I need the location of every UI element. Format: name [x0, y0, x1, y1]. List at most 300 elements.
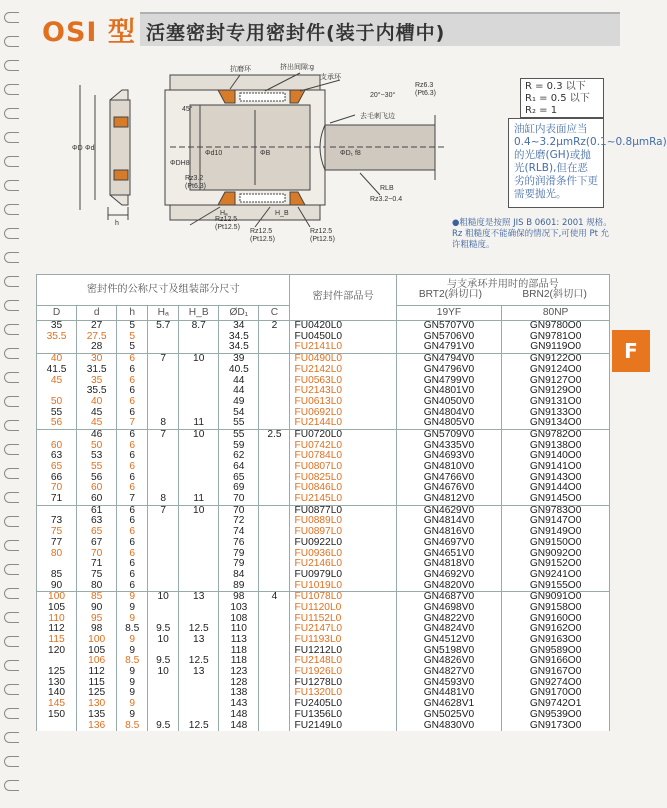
table-cell: 6 [117, 354, 148, 365]
table-cell: 28 [77, 342, 117, 353]
table-cell: 69 [219, 483, 259, 494]
table-row [37, 429, 610, 440]
binding-hole [4, 156, 19, 167]
table-cell: 31.5 [77, 365, 117, 376]
table-cell: 45 [77, 408, 117, 419]
table-cell [259, 581, 290, 592]
table-cell: 10 [148, 635, 179, 646]
table-cell: 34 [219, 321, 259, 332]
table-row [37, 538, 610, 549]
table-cell [148, 462, 179, 473]
table-cell [148, 386, 179, 397]
table-cell: 145 [37, 699, 77, 710]
table-cell: FU0450L0 [290, 332, 396, 343]
table-cell: 53 [77, 451, 117, 462]
table-cell [148, 473, 179, 484]
table-cell: 136 [77, 720, 117, 731]
table-cell: 7 [117, 418, 148, 429]
table-cell: 44 [219, 386, 259, 397]
table-cell: 72 [219, 516, 259, 527]
table-cell: 90 [37, 581, 77, 592]
table-cell: 7 [148, 505, 179, 516]
table-cell: GN9170O0 [502, 688, 610, 699]
table-cell: 66 [37, 473, 77, 484]
binding-hole [4, 132, 19, 143]
table-cell [259, 548, 290, 559]
binding-hole [4, 468, 19, 479]
table-cell: 6 [117, 538, 148, 549]
table-cell: GN9782O0 [502, 429, 610, 440]
table-cell: 39 [219, 354, 259, 365]
table-cell: FU1320L0 [290, 688, 396, 699]
table-cell: GN4796V0 [396, 365, 502, 376]
table-cell: GN4822V0 [396, 614, 502, 625]
binding-hole [4, 300, 19, 311]
table-cell: 6 [117, 375, 148, 386]
table-cell: FU2143L0 [290, 386, 396, 397]
table-cell: FU0490L0 [290, 354, 396, 365]
table-cell: 60 [77, 494, 117, 505]
table-cell [179, 538, 219, 549]
table-cell: 46 [77, 429, 117, 440]
table-cell: FU1019L0 [290, 581, 396, 592]
table-cell [259, 516, 290, 527]
table-cell: 2 [259, 321, 290, 332]
table-cell: 100 [37, 592, 77, 603]
table-cell: 50 [37, 397, 77, 408]
table-cell: 6 [117, 386, 148, 397]
table-cell: FU1926L0 [290, 667, 396, 678]
table-cell: FU2144L0 [290, 418, 396, 429]
label-pt1: (Pt6.3) [415, 90, 437, 97]
table-cell: GN9131O0 [502, 397, 610, 408]
binding-hole [4, 612, 19, 623]
table-row [37, 581, 610, 592]
table-cell: GN4697V0 [396, 538, 502, 549]
table-cell: 55 [219, 429, 259, 440]
table-cell: GN4693V0 [396, 451, 502, 462]
table-cell [179, 375, 219, 386]
table-cell [179, 365, 219, 376]
table-cell: 128 [219, 678, 259, 689]
table-cell: FU0979L0 [290, 570, 396, 581]
table-cell: 6 [117, 397, 148, 408]
table-cell: FU1120L0 [290, 603, 396, 614]
table-cell: 71 [37, 494, 77, 505]
table-cell [148, 559, 179, 570]
table-cell: 34.5 [219, 332, 259, 343]
table-cell: FU0897L0 [290, 527, 396, 538]
table-cell: 6 [117, 483, 148, 494]
table-cell: 6 [117, 516, 148, 527]
table-cell: 6 [117, 408, 148, 419]
label-rlb: RLB [380, 185, 394, 192]
table-cell [37, 342, 77, 353]
table-cell [179, 451, 219, 462]
table-cell [259, 699, 290, 710]
table-cell: 6 [117, 527, 148, 538]
table-cell: FU1278L0 [290, 678, 396, 689]
roughness-footnote: ●粗糙度是按照 JIS B 0601: 2001 规格。Rz 粗糙度不能确保的情况下,可使用 Pt 允许粗糙度。 [452, 218, 612, 250]
table-cell: 59 [219, 441, 259, 452]
table-cell [179, 473, 219, 484]
table-cell: GN4050V0 [396, 397, 502, 408]
binding-hole [4, 84, 19, 95]
table-cell: GN4799V0 [396, 375, 502, 386]
ring-header-text: 与支承环并用时的部品号 [446, 278, 559, 290]
table-cell: 115 [77, 678, 117, 689]
table-row [37, 321, 610, 332]
table-cell: GN4814V0 [396, 516, 502, 527]
table-cell [179, 342, 219, 353]
table-cell: GN9173O0 [502, 720, 610, 731]
table-cell: 143 [219, 699, 259, 710]
table-row [37, 720, 610, 731]
table-cell: 130 [37, 678, 77, 689]
table-cell: FU2149L0 [290, 720, 396, 731]
table-cell: GN9134O0 [502, 418, 610, 429]
table-cell: 5 [117, 321, 148, 332]
table-cell: FU0742L0 [290, 441, 396, 452]
table-cell: 13 [179, 592, 219, 603]
table-cell [179, 332, 219, 343]
binding-hole [4, 12, 19, 23]
table-cell: GN4801V0 [396, 386, 502, 397]
table-cell [179, 548, 219, 559]
label-support-ring: 支承环 [320, 74, 341, 81]
binding-hole [4, 396, 19, 407]
table-row [37, 365, 610, 376]
table-cell [37, 429, 77, 440]
table-cell: FU2145L0 [290, 494, 396, 505]
table-cell: 70 [219, 505, 259, 516]
table-cell: 10 [179, 354, 219, 365]
table-cell [259, 635, 290, 646]
table-cell: FU2141L0 [290, 342, 396, 353]
table-cell: 9 [117, 635, 148, 646]
table-cell: FU0889L0 [290, 516, 396, 527]
table-cell: FU1193L0 [290, 635, 396, 646]
table-cell: 67 [77, 538, 117, 549]
table-cell: 65 [37, 462, 77, 473]
binding-hole [4, 636, 19, 647]
table-cell: 63 [77, 516, 117, 527]
binding-holes [0, 0, 22, 808]
table-cell [259, 505, 290, 516]
table-cell [148, 699, 179, 710]
table-cell [148, 332, 179, 343]
table-cell [148, 451, 179, 462]
table-cell [179, 678, 219, 689]
label-pt4: (Pt12.5) [250, 236, 275, 243]
table-cell [179, 527, 219, 538]
table-cell [259, 667, 290, 678]
table-cell: GN5707V0 [396, 321, 502, 332]
binding-hole [4, 540, 19, 551]
table-cell [148, 710, 179, 721]
table-cell: GN4824V0 [396, 624, 502, 635]
table-cell: 8 [148, 494, 179, 505]
table-cell: GN9150O0 [502, 538, 610, 549]
table-cell: GN4820V0 [396, 581, 502, 592]
table-cell: 6 [117, 570, 148, 581]
binding-hole [4, 252, 19, 263]
table-cell: 75 [37, 527, 77, 538]
table-cell [259, 332, 290, 343]
table-cell: GN9133O0 [502, 408, 610, 419]
table-cell: 65 [219, 473, 259, 484]
table-cell: 148 [219, 710, 259, 721]
col-d1: ØD₁ [219, 306, 259, 321]
table-cell: GN9742O1 [502, 699, 610, 710]
table-cell: GN4692V0 [396, 570, 502, 581]
table-cell [259, 365, 290, 376]
binding-hole [4, 204, 19, 215]
table-cell: 34.5 [219, 342, 259, 353]
label-pt5: (Pt12.5) [310, 236, 335, 243]
table-cell [148, 688, 179, 699]
table-cell [179, 581, 219, 592]
table-cell: GN9274O0 [502, 678, 610, 689]
table-cell: 135 [77, 710, 117, 721]
table-cell [259, 538, 290, 549]
table-cell [148, 548, 179, 559]
table-cell: GN4830V0 [396, 720, 502, 731]
table-cell: GN4827V0 [396, 667, 502, 678]
table-cell: 6 [117, 441, 148, 452]
table-cell: GN5025V0 [396, 710, 502, 721]
table-cell: GN9119O0 [502, 342, 610, 353]
table-cell: 106 [77, 656, 117, 667]
table-cell: 40.5 [219, 365, 259, 376]
label-angle-20-30: 20°~30° [370, 92, 396, 99]
table-cell: 9 [117, 646, 148, 657]
table-cell: 112 [77, 667, 117, 678]
table-cell [148, 527, 179, 538]
table-cell: GN9780O0 [502, 321, 610, 332]
table-cell: GN9147O0 [502, 516, 610, 527]
table-cell: 27 [77, 321, 117, 332]
table-cell: 35.5 [77, 386, 117, 397]
table-cell: 148 [219, 720, 259, 731]
table-cell: 9 [117, 688, 148, 699]
label-rz2: Rz3.2 [185, 175, 204, 182]
table-cell: GN4812V0 [396, 494, 502, 505]
col-d: D [37, 306, 77, 321]
table-cell [179, 559, 219, 570]
table-cell [148, 375, 179, 386]
table-cell: 110 [37, 614, 77, 625]
table-cell: 79 [219, 559, 259, 570]
table-cell: 84 [219, 570, 259, 581]
table-cell: 70 [37, 483, 77, 494]
table-cell: FU2148L0 [290, 656, 396, 667]
table-cell: 5.7 [148, 321, 179, 332]
binding-hole [4, 372, 19, 383]
table-cell: 130 [77, 699, 117, 710]
table-cell [259, 570, 290, 581]
table-cell [148, 365, 179, 376]
table-cell: 9 [117, 614, 148, 625]
table-cell: 74 [219, 527, 259, 538]
table-cell: GN9158O0 [502, 603, 610, 614]
table-cell: GN4766V0 [396, 473, 502, 484]
table-cell: 12.5 [179, 656, 219, 667]
table-cell: GN9145O0 [502, 494, 610, 505]
label-ha: Hₐ [220, 210, 228, 217]
table-cell [259, 386, 290, 397]
table-cell [148, 678, 179, 689]
table-cell [259, 342, 290, 353]
table-cell: 7 [148, 354, 179, 365]
label-h: h [115, 220, 119, 227]
table-cell [259, 710, 290, 721]
table-cell: 73 [37, 516, 77, 527]
binding-hole [4, 60, 19, 71]
table-cell: GN5198V0 [396, 646, 502, 657]
table-row [37, 418, 610, 429]
brt2-header: BRT2(斜切口) [418, 289, 483, 300]
label-burr: 去毛刺飞边 [360, 113, 395, 120]
binding-hole [4, 228, 19, 239]
radius-r: R = 0.3 以下 [525, 81, 586, 92]
table-cell: 13 [179, 667, 219, 678]
table-cell: GN9149O0 [502, 527, 610, 538]
table-cell: FU1356L0 [290, 710, 396, 721]
table-cell: 27.5 [77, 332, 117, 343]
table-cell: 6 [117, 559, 148, 570]
table-cell: 13 [179, 635, 219, 646]
binding-hole [4, 516, 19, 527]
table-cell [148, 342, 179, 353]
table-cell: GN4794V0 [396, 354, 502, 365]
seal-cross-section-diagram [70, 55, 460, 250]
table-cell: 65 [77, 527, 117, 538]
table-cell: GN9163O0 [502, 635, 610, 646]
table-cell: GN9152O0 [502, 559, 610, 570]
table-cell: GN4687V0 [396, 592, 502, 603]
label-hb: H_B [275, 210, 289, 217]
table-cell [37, 720, 77, 731]
table-cell: 63 [37, 451, 77, 462]
binding-hole [4, 420, 19, 431]
table-row [37, 397, 610, 408]
label-rz6: Rz3.2~0.4 [370, 196, 403, 203]
table-cell [179, 441, 219, 452]
table-cell: 6 [117, 451, 148, 462]
table-cell: 90 [77, 603, 117, 614]
table-cell: 8 [148, 418, 179, 429]
table-cell: GN4791V0 [396, 342, 502, 353]
table-cell: 6 [117, 365, 148, 376]
table-row [37, 570, 610, 581]
table-cell: 89 [219, 581, 259, 592]
page-title: 活塞密封专用密封件(装于内槽中) [146, 22, 446, 44]
label-pt2: (Pt6.3) [185, 183, 207, 190]
binding-hole [4, 756, 19, 767]
table-cell: 62 [219, 451, 259, 462]
table-cell: 85 [37, 570, 77, 581]
table-cell: 112 [37, 624, 77, 635]
table-cell [259, 559, 290, 570]
table-cell: GN4698V0 [396, 603, 502, 614]
binding-hole [4, 348, 19, 359]
table-cell: 4 [259, 592, 290, 603]
binding-hole [4, 492, 19, 503]
label-d-small: Φd [85, 145, 95, 152]
table-cell: 75 [77, 570, 117, 581]
table-cell: GN9783O0 [502, 505, 610, 516]
label-dh8: ΦDH8 [170, 160, 190, 167]
table-cell: 138 [219, 688, 259, 699]
col-h: h [117, 306, 148, 321]
table-cell [148, 441, 179, 452]
table-cell [259, 624, 290, 635]
table-cell [259, 678, 290, 689]
table-cell: 9 [117, 699, 148, 710]
table-cell: FU1078L0 [290, 592, 396, 603]
table-cell: 55 [219, 418, 259, 429]
table-cell: GN9160O0 [502, 614, 610, 625]
table-cell: 6 [117, 548, 148, 559]
table-cell: FU0922L0 [290, 538, 396, 549]
binding-hole [4, 684, 19, 695]
table-cell: GN9141O0 [502, 462, 610, 473]
table-cell: 6 [117, 473, 148, 484]
table-cell: 105 [77, 646, 117, 657]
table-cell: GN4335V0 [396, 441, 502, 452]
table-cell: GN9589O0 [502, 646, 610, 657]
table-cell: FU0720L0 [290, 429, 396, 440]
table-cell [259, 483, 290, 494]
table-row [37, 603, 610, 614]
table-cell: 125 [77, 688, 117, 699]
table-cell: 56 [37, 418, 77, 429]
table-cell: FU0420L0 [290, 321, 396, 332]
table-cell: FU0846L0 [290, 483, 396, 494]
table-cell [179, 386, 219, 397]
surface-note-box: 油缸内表面应当0.4~3.2μmRz(0.1~0.8μmRa)的光磨(GH)或抛光(RLB),但在恶劣的润滑条件下更需要抛光。 [508, 118, 604, 208]
binding-hole [4, 444, 19, 455]
table-cell: GN9124O0 [502, 365, 610, 376]
table-cell [179, 397, 219, 408]
table-cell: 105 [37, 603, 77, 614]
table-cell: GN9127O0 [502, 375, 610, 386]
table-cell: 70 [219, 494, 259, 505]
table-cell [259, 418, 290, 429]
table-cell: GN4593V0 [396, 678, 502, 689]
table-body [37, 321, 610, 732]
table-cell: 45 [77, 418, 117, 429]
binding-hole [4, 108, 19, 119]
table-cell [259, 462, 290, 473]
table-cell: 95 [77, 614, 117, 625]
table-cell: 8.5 [117, 624, 148, 635]
table-cell: 6 [117, 505, 148, 516]
table-cell: 35 [77, 375, 117, 386]
binding-hole [4, 732, 19, 743]
table-cell: FU0784L0 [290, 451, 396, 462]
table-cell: GN4628V1 [396, 699, 502, 710]
table-cell: GN9143O0 [502, 473, 610, 484]
table-cell: 9 [117, 678, 148, 689]
table-cell [259, 720, 290, 731]
table-cell: 9 [117, 710, 148, 721]
label-rz4: Rz12.5 [250, 228, 273, 235]
label-rz1: Rz6.3 [415, 82, 434, 89]
radius-r1: R₁ = 0.5 以下 [525, 93, 590, 104]
label-db: ΦB [260, 150, 271, 157]
